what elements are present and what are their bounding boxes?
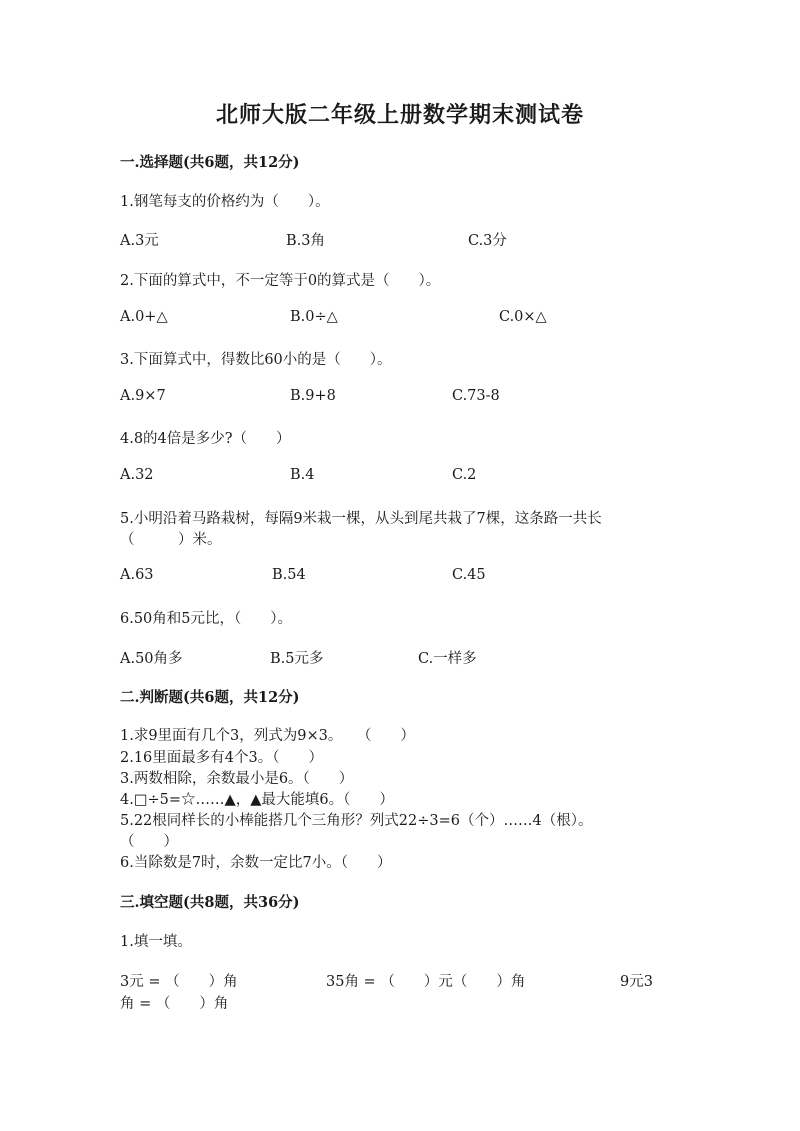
judgement-item: 4.□÷5=☆……▲，▲最大能填6。（ ） — [120, 792, 394, 808]
question-stem: 5.小明沿着马路栽树，每隔9米栽一棵，从头到尾共栽了7棵，这条路一共长 — [120, 511, 602, 527]
option-b: B.4 — [290, 467, 315, 483]
option-c: C.2 — [452, 467, 477, 483]
question-stem: 1.钢笔每支的价格约为（ ）。 — [120, 194, 330, 210]
option-a: A.9×7 — [120, 388, 166, 404]
question-stem: 2.下面的算式中，不一定等于0的算式是（ ）。 — [120, 273, 441, 289]
question-stem-continued: （ ）米。 — [120, 532, 222, 548]
option-a: A.32 — [120, 467, 154, 483]
option-c: C.45 — [452, 567, 486, 583]
option-a: A.3元 — [120, 233, 159, 249]
option-b: B.9+8 — [290, 388, 336, 404]
option-a: A.50角多 — [120, 651, 183, 667]
fill-blank-3: 9元3 — [620, 974, 653, 990]
option-c: C.0×△ — [499, 309, 547, 325]
question-stem: 3.下面算式中，得数比60小的是（ ）。 — [120, 352, 392, 368]
judgement-item: 5.22根同样长的小棒能搭几个三角形？列式22÷3=6（个）……4（根）。 — [120, 813, 593, 829]
option-b: B.0÷△ — [290, 309, 338, 325]
judgement-item: 6.当除数是7时，余数一定比7小。（ ） — [120, 855, 392, 871]
question-stem: 6.50角和5元比，（ ）。 — [120, 611, 293, 627]
fill-blank-3-continued: 角 = （ ）角 — [120, 996, 229, 1012]
question-stem: 4.8的4倍是多少?（ ） — [120, 431, 291, 447]
judgement-item: 2.16里面最多有4个3。（ ） — [120, 750, 323, 766]
option-c: C.3分 — [468, 233, 507, 249]
judgement-item: 1.求9里面有几个3，列式为9×3。 （ ） — [120, 728, 415, 744]
option-b: B.54 — [272, 567, 306, 583]
page-title: 北师大版二年级上册数学期末测试卷 — [215, 102, 584, 128]
judgement-item: 3.两数相除，余数最小是6。（ ） — [120, 771, 354, 787]
question-stem: 1.填一填。 — [120, 934, 192, 950]
judgement-item-continued: （ ） — [120, 834, 178, 850]
option-a: A.63 — [120, 567, 154, 583]
option-c: C.一样多 — [418, 651, 477, 667]
option-c: C.73-8 — [452, 388, 500, 404]
section-heading-fill: 三.填空题(共8题，共36分) — [120, 894, 300, 911]
option-b: B.3角 — [286, 233, 325, 249]
section-heading-choice: 一.选择题(共6题，共12分) — [120, 154, 300, 171]
fill-blank-2: 35角 = （ ）元（ ）角 — [326, 974, 526, 990]
option-a: A.0+△ — [120, 309, 168, 325]
option-b: B.5元多 — [270, 651, 324, 667]
fill-blank-1: 3元 = （ ）角 — [120, 974, 238, 990]
section-heading-judgement: 二.判断题(共6题，共12分) — [120, 689, 300, 706]
